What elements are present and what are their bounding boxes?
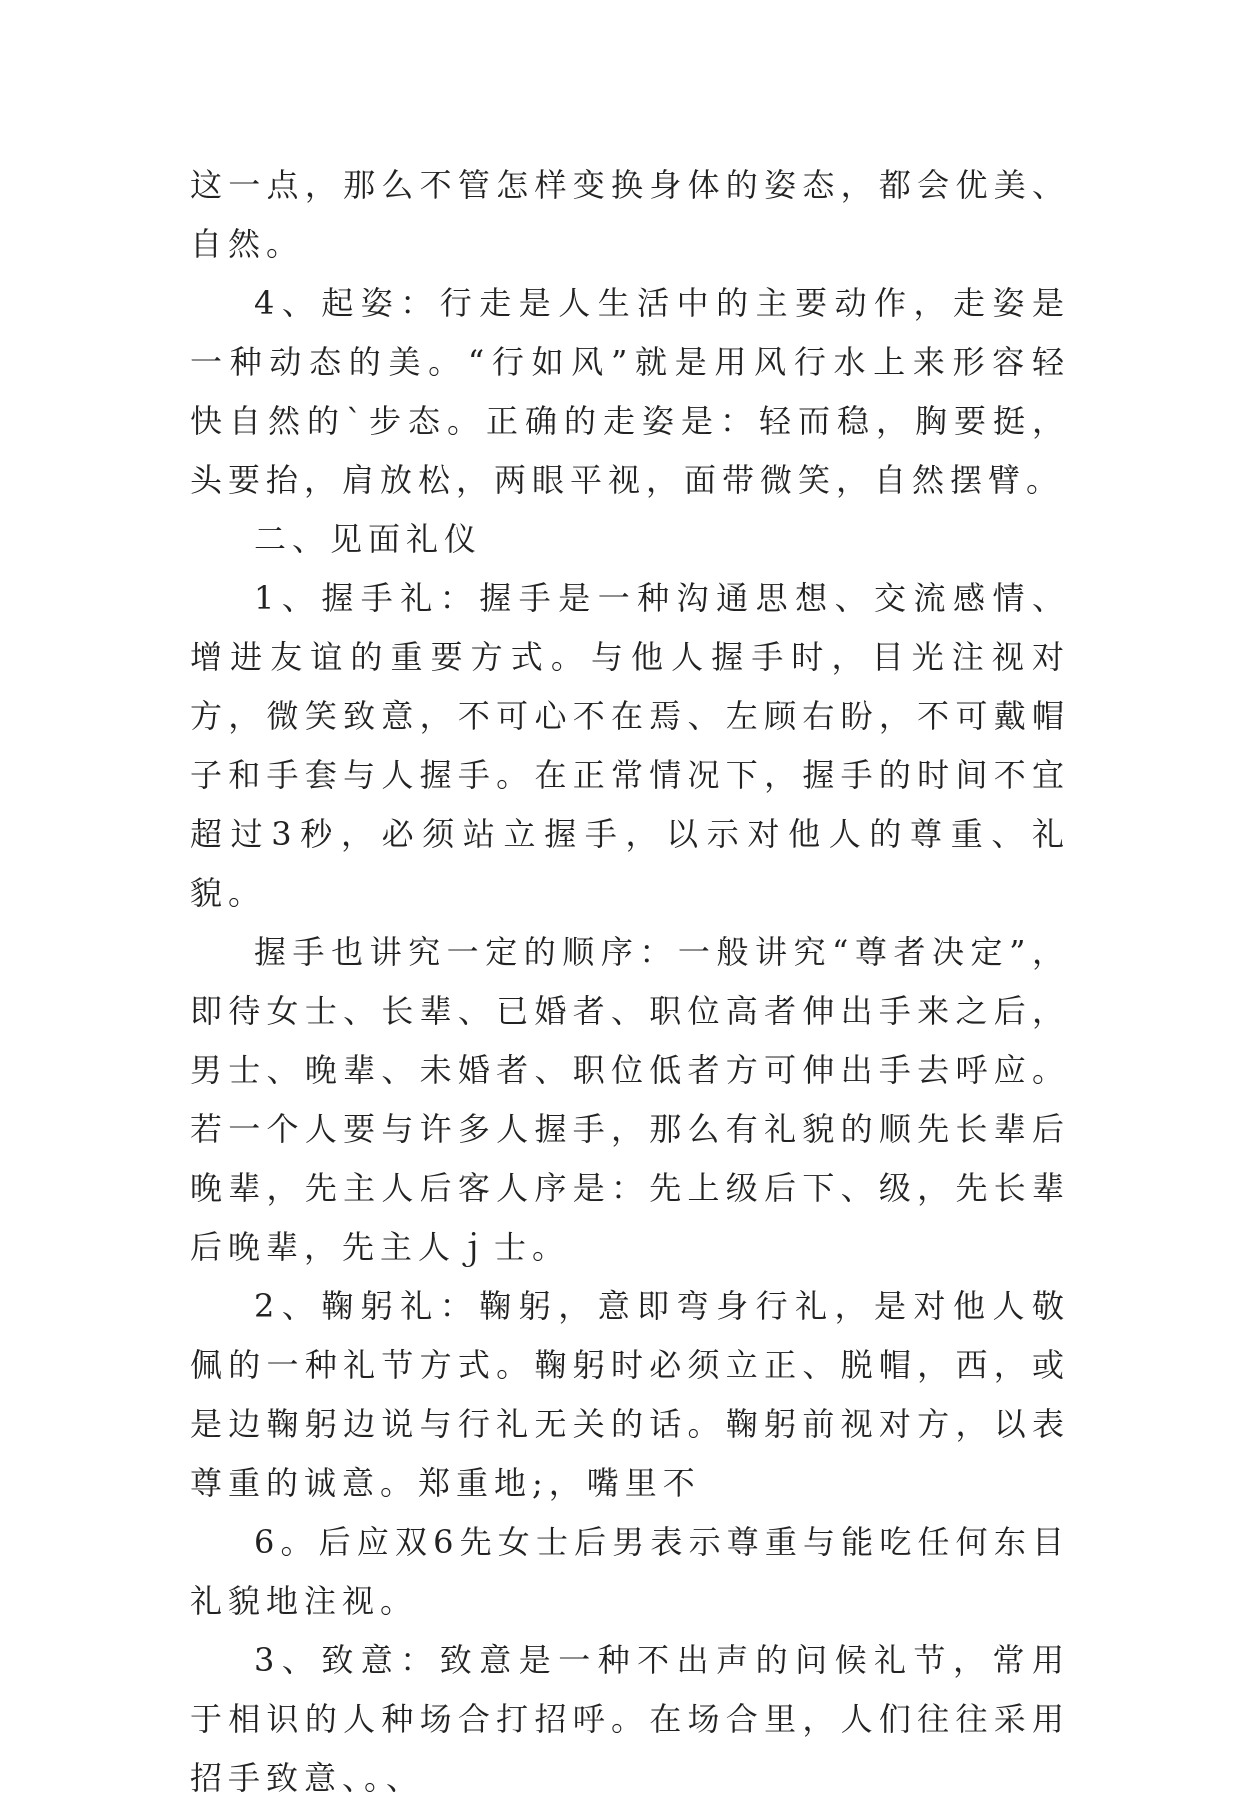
- paragraph-1: 这一点，那么不管怎样变换身体的姿态，都会优美、自然。: [190, 166, 1070, 263]
- document-body: [190, 156, 1070, 1808]
- paragraph-7: 3、致意：致意是一种不出声的问候礼节，常用于相识的人种场合打招呼。在场合里，人们往往采用招手致意、。、: [190, 1641, 1070, 1797]
- section-heading: 二、见面礼仪: [254, 520, 483, 558]
- paragraph-6: 6。后应双6先女士后男表示尊重与能吃任何东目礼貌地注视。: [190, 1523, 1070, 1620]
- paragraph-3: 1、握手礼：握手是一种沟通思想、交流感情、增进友谊的重要方式。与他人握手时，目光注视对方，微笑致意，不可心不在焉、左顾右盼，不可戴帽子和手套与人握手。在正常情况下，握手的时间不宜超过3秒，必须站立握手，以示对他人的尊重、礼貌。: [190, 579, 1070, 912]
- paragraph-5: 2、鞠躬礼：鞠躬，意即弯身行礼，是对他人敬佩的一种礼节方式。鞠躬时必须立正、脱帽，西，或是边鞠躬边说与行礼无关的话。鞠躬前视对方，以表尊重的诚意。郑重地;，嘴里不: [190, 1287, 1070, 1502]
- paragraph-2: 4、起姿：行走是人生活中的主要动作，走姿是一种动态的美。“行如风”就是用风行水上来形容轻快自然的`步态。正确的走姿是：轻而稳，胸要挺，头要抬，肩放松，两眼平视，面带微笑，自然摆臂。: [190, 284, 1070, 499]
- paragraph-4: 握手也讲究一定的顺序：一般讲究“尊者决定”，即待女士、长辈、已婚者、职位高者伸出手来之后，男士、晚辈、未婚者、职位低者方可伸出手去呼应。若一个人要与许多人握手，那么有礼貌的顺先长辈后晚辈，先主人后客人序是：先上级后下、级，先长辈后晚辈，先主人ｊ士。: [190, 933, 1070, 1266]
